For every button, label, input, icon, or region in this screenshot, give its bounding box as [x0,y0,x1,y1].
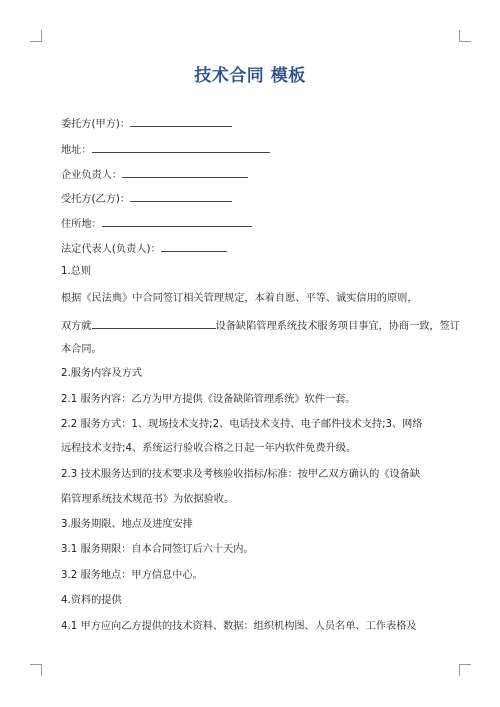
clause-4-1: 4.1 甲方应向乙方提供的技术资料、数据：组织机构图、人员名单、工作表格及 [61,621,417,632]
residence-field-row [61,216,252,232]
section-1-paragraph-line-3: 本合同。 [61,344,102,355]
section-3-heading: 3.服务期限、地点及进度安排 [61,519,193,530]
document-title: 技术合同 模板 [194,66,306,86]
corner-mark-top-left [30,30,42,42]
enterprise-head-label: 企业负责人： [61,170,123,181]
residence-blank[interactable] [102,216,252,227]
address-field-row [61,142,270,158]
enterprise-head-field-row [61,167,248,183]
clause-2-3-line-1: 2.3 技术服务达到的技术要求及考核验收指标/标准：按甲乙双方确认的《设备缺 [61,469,421,480]
corner-mark-bottom-right [459,664,471,676]
address-label: 地址： [61,145,92,156]
section-1-line-2-before: 双方就 [61,321,92,332]
section-1-line-2-after: 设备缺陷管理系统技术服务项目事宜，协商一致，签订 [215,321,461,332]
residence-label: 住所地： [61,219,102,230]
clause-2-2-line-1: 2.2 服务方式：1、现场技术支持;2、电话技术支持、电子邮件技术支持;3、网络 [61,419,423,430]
legal-rep-field-row [61,241,227,257]
section-4-heading: 4.资料的提供 [61,595,122,606]
contractor-blank[interactable] [130,191,232,202]
legal-rep-label: 法定代表人(负责人)： [61,244,161,255]
clause-2-3-line-2: 陷管理系统技术规范书》为依据验收。 [61,494,235,505]
clause-3-1: 3.1 服务期限：自本合同签订后六十天内。 [61,544,254,555]
address-blank[interactable] [92,142,270,153]
enterprise-head-blank[interactable] [122,167,248,178]
clause-3-2: 3.2 服务地点：甲方信息中心。 [61,570,203,581]
clause-2-2-line-2: 远程技术支持;4、系统运行验收合格之日起一年内软件免费升级。 [61,443,357,454]
client-field-row [61,116,232,132]
section-1-paragraph-line-1: 根据《民法典》中合同签订相关管理规定，本着自愿、平等、诚实信用的原则， [61,293,418,304]
corner-mark-top-right [459,30,471,42]
corner-mark-bottom-left [30,664,42,676]
client-label: 委托方(甲方)： [61,119,131,130]
project-name-blank[interactable] [92,318,216,329]
legal-rep-blank[interactable] [161,241,227,252]
clause-2-1: 2.1 服务内容：乙方为甲方提供《设备缺陷管理系统》软件一套。 [61,394,356,405]
contractor-field-row [61,191,232,207]
section-1-paragraph-line-2 [61,318,460,334]
client-blank[interactable] [130,116,232,127]
section-2-heading: 2.服务内容及方式 [61,368,143,379]
section-1-heading: 1.总则 [61,266,92,277]
contractor-label: 受托方(乙方)： [61,194,131,205]
